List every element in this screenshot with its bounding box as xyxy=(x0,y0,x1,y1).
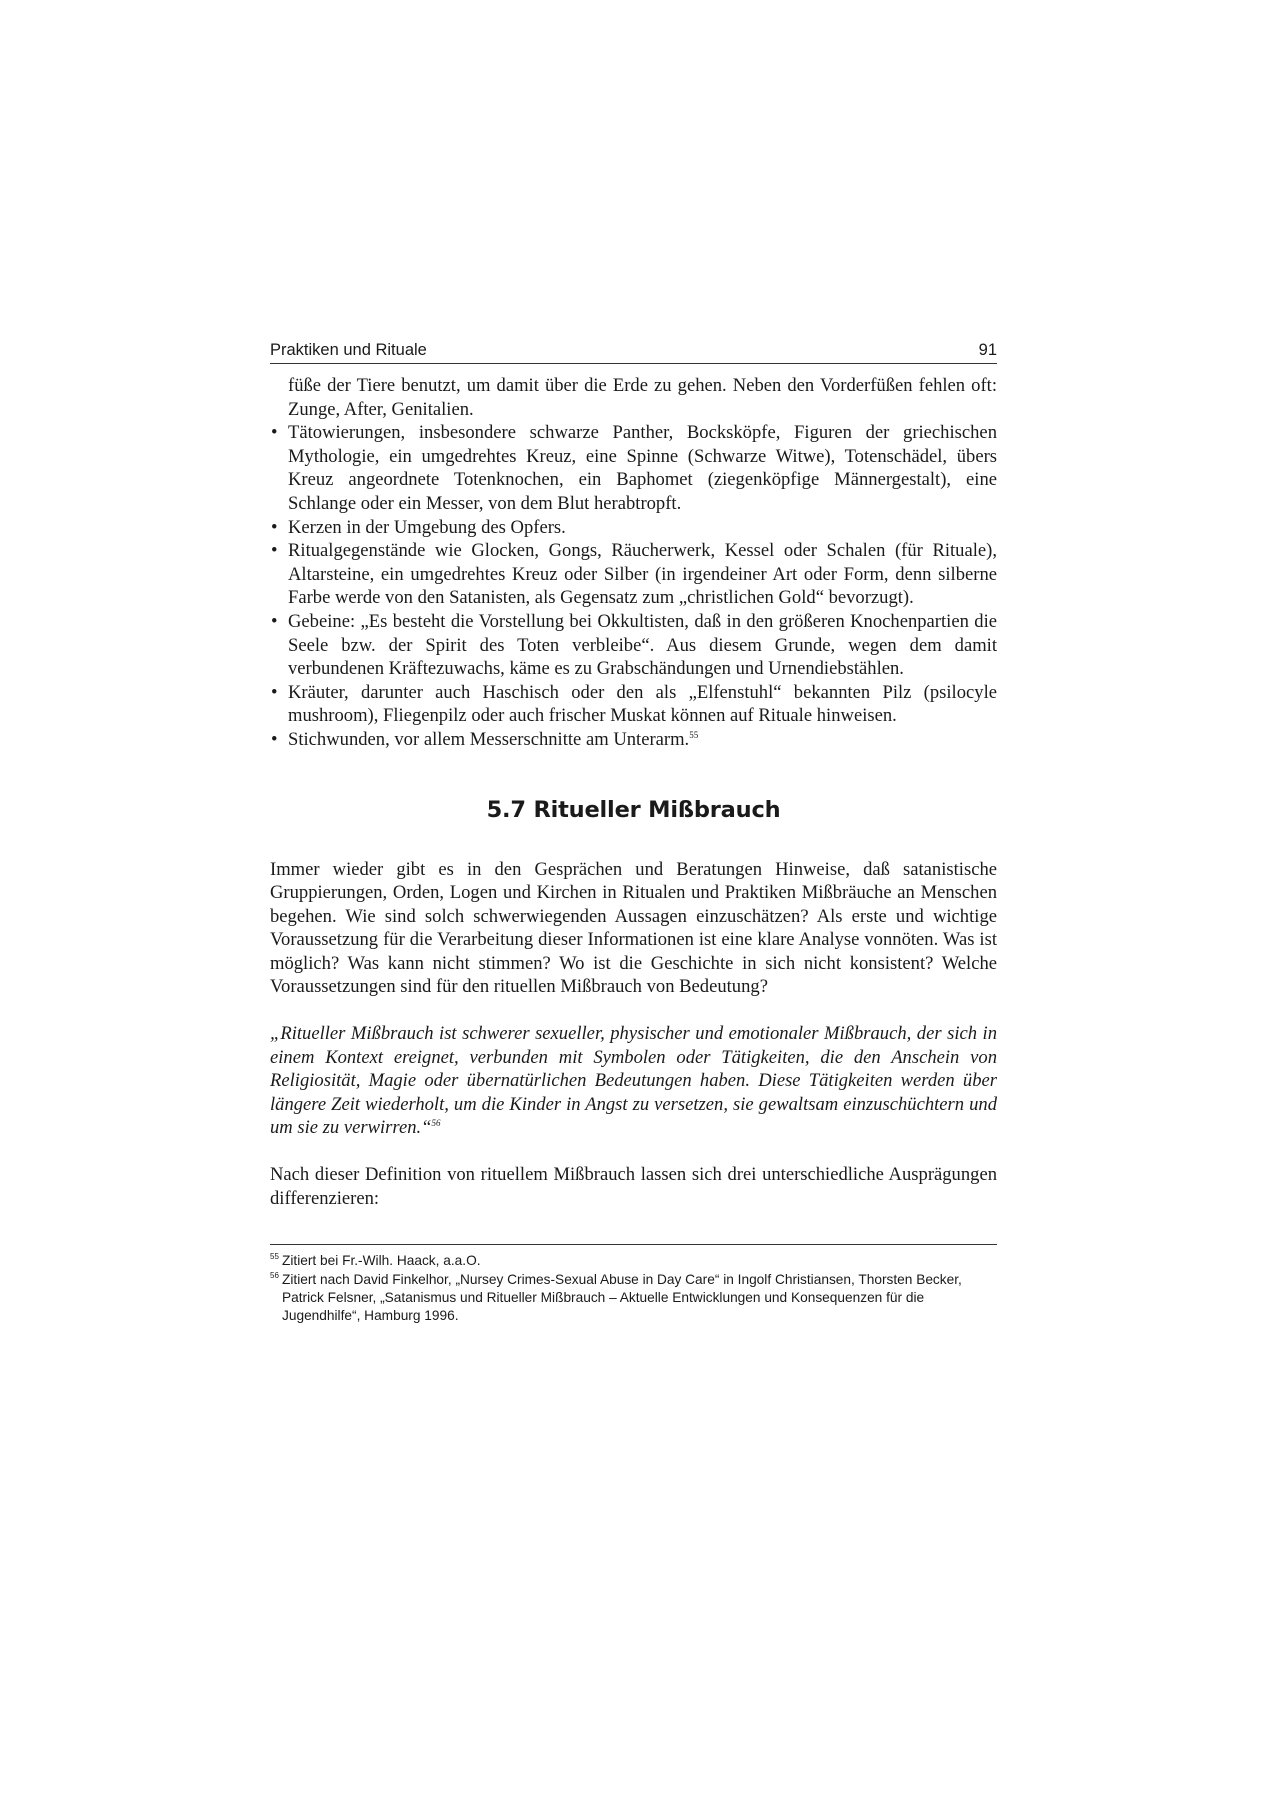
running-title: Praktiken und Rituale xyxy=(270,341,427,359)
book-page xyxy=(270,340,997,1326)
list-item xyxy=(270,610,997,681)
list-item xyxy=(270,421,997,515)
bullet-icon: • xyxy=(271,422,278,444)
list-item-text: Kerzen in der Umgebung des Opfers. xyxy=(288,516,566,538)
list-item-text: Gebeine: „Es besteht die Vorstellung bei Okkultisten, daß in den größeren Knochenpartien die Seele bzw. der Spirit des Toten verbleibe“. Aus diesem Grunde, wegen dem damit verbundenen Kräftezuwachs, käme es zu Grabschändungen und Urnendiebstählen. xyxy=(288,610,997,680)
page-number: 91 xyxy=(978,341,997,359)
footnote-mark: 55 xyxy=(270,1252,279,1262)
bullet-icon: • xyxy=(271,516,278,538)
list-item xyxy=(270,539,997,610)
list-item xyxy=(270,681,997,728)
footnotes xyxy=(270,1244,997,1326)
footnote-ref: 56 xyxy=(431,1118,441,1129)
list-item-text: Stichwunden, vor allem Messerschnitte am Unterarm. xyxy=(288,728,690,750)
section-heading: 5.7 Ritueller Mißbrauch xyxy=(486,796,781,823)
list-item xyxy=(270,728,997,752)
bullet-icon: • xyxy=(271,681,278,703)
definition-quote xyxy=(270,1022,997,1140)
footnote-text: Zitiert bei Fr.-Wilh. Haack, a.a.O. xyxy=(282,1253,481,1269)
footnote xyxy=(270,1252,997,1270)
footnote-mark: 56 xyxy=(270,1270,279,1280)
list-item-text: Ritualgegenstände wie Glocken, Gongs, Räucherwerk, Kessel oder Schalen (für Rituale), Altarsteine, ein umgedrehtes Kreuz oder Silber (in irgendeiner Art oder Form, denn silberne Farbe werde von den Satanisten, als Gegensatz zum „christlichen Gold“ bevorzugt). xyxy=(288,540,997,609)
body-paragraph: Immer wieder gibt es in den Gesprächen und Beratungen Hinweise, daß satanistische Gruppierungen, Orden, Logen und Kirchen in Ritualen und Praktiken Mißbräuche an Menschen begehen. Wie sind solch schwerwiegenden Aussagen einzuschätzen? Als erste und wichtige Voraussetzung für die Verarbeitung dieser Informationen ist eine klare Analyse vonnöten. Was ist möglich? Was kann nicht stimmen? Wo ist die Geschichte in sich nicht konsistent? Welche Voraussetzungen sind für den rituellen Mißbrauch von Bedeutung? xyxy=(270,858,997,998)
list-item-text: Tätowierungen, insbesondere schwarze Panther, Bocksköpfe, Figuren der griechischen Mythologie, ein umgedrehtes Kreuz, eine Spinne (Schwarze Witwe), Totenschädel, übers Kreuz angeordnete Totenknochen, ein Baphomet (ziegenköpfige Männergestalt), eine Schlange oder ein Messer, von dem Blut herabtropft. xyxy=(288,422,997,514)
footnote xyxy=(270,1271,997,1326)
list-item-text: Kräuter, darunter auch Haschisch oder den als „Elfenstuhl“ bekannten Pilz (psilocyle mushroom), Fliegenpilz oder auch frischer Muskat können auf Rituale hinweisen. xyxy=(288,681,997,727)
running-header xyxy=(270,340,997,364)
continued-list-item: füße der Tiere benutzt, um damit über die Erde zu gehen. Neben den Vorderfüßen fehlen oft: Zunge, After, Genitalien. xyxy=(288,375,997,420)
footnote-ref: 55 xyxy=(689,729,699,740)
list-item xyxy=(270,516,997,540)
bullet-list xyxy=(270,421,997,751)
body-paragraph: Nach dieser Definition von rituellem Mißbrauch lassen sich drei unterschiedliche Ausprägungen differenzieren: xyxy=(270,1164,997,1209)
bullet-icon: • xyxy=(271,728,278,750)
bullet-icon: • xyxy=(271,540,278,562)
footnote-text: Zitiert nach David Finkelhor, „Nursey Crimes-Sexual Abuse in Day Care“ in Ingolf Christiansen, Thorsten Becker, Patrick Felsner, „Satanismus und Ritueller Mißbrauch – Aktuelle Entwicklungen und Konsequenzen für die Jugendhilfe“, Hamburg 1996. xyxy=(282,1271,962,1324)
quote-text: „Ritueller Mißbrauch ist schwerer sexueller, physischer und emotionaler Mißbrauch, der sich in einem Kontext ereignet, verbunden mit Symbolen oder Tätigkeiten, die den Anschein von Religiosität, Magie oder übernatürlichen Bedeutungen haben. Diese Tätigkeiten werden über längere Zeit wiederholt, um die Kinder in Angst zu versetzen, sie gewaltsam einzuschüchtern und um sie zu verwirren.“ xyxy=(270,1023,997,1139)
bullet-icon: • xyxy=(271,610,278,632)
